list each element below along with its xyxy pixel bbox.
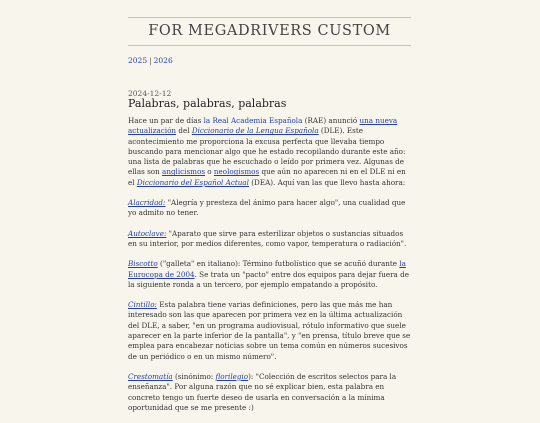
year-nav [128,56,411,65]
intro-paragraph: Hace un par de días la Real Academia Española (RAE) anunció una nueva actualización del Diccionario de la Lengua Española (DLE). Este acontecimiento me proporciona la excusa perfecta que llevaba tiempo buscando para mencionar algo que he estado recopilando durante este año: una lista de palabras que he escuchado o leído por primera vez. Algunas de ellas son anglicismos o neologismos que aún no aparecen ni en el DLE ni en el Diccionario del Español Actual (DEA). Aquí van las que llevo hasta ahora: [128,116,406,187]
term-link[interactable]: Alacridad: [128,198,166,208]
florilegio-link[interactable]: florilegio [215,371,249,381]
entry-alacridad: Alacridad: "Alegría y presteza del ánimo para hacer algo", una cualidad que yo admito no tener. [128,198,406,218]
term-link[interactable]: Biscotto [128,259,158,269]
site-title[interactable]: FOR MEGADRIVERS CUSTOM [148,23,391,39]
term-link[interactable]: Crestomatía [128,371,173,381]
dle-link[interactable]: Diccionario de la Lengua Española [191,126,319,136]
year-link-2025[interactable]: 2025 [128,56,148,65]
update-link[interactable]: una nueva actualización [128,116,398,136]
year-separator: | [149,56,152,65]
eurocopa-link[interactable]: la Eurocopa de 2004 [128,259,406,279]
header-bottom-rule [128,45,411,46]
year-link-2026[interactable]: 2026 [153,56,173,65]
post-title[interactable]: Palabras, palabras, palabras [128,97,287,110]
post-header [128,97,411,110]
anglicismos-link[interactable]: anglicismos [162,167,206,177]
entry-crestomatia: Crestomatía (sinónimo: florilegio): "Colección de escritos selectos para la enseñanza". Por alguna razón que no sé explicar bien, esta palabra en concreto tengo un fuerte deseo de usarla en conversación a la mínima oportunidad que se me presente :) [128,371,397,412]
rae-link[interactable]: la Real Academia Española [203,116,303,125]
dea-link[interactable]: Diccionario del Español Actual [136,177,249,187]
term-link[interactable]: Autoclave: [128,228,167,238]
entry-biscotto: Biscotto ("galleta" en italiano): Término futbolístico que se acuñó durante la Eurocopa de 2004. Se trata un "pacto" entre dos equipos para dejar fuera de la siguiente ronda a un tercero, por ejemplo empatando a propósito. [128,259,409,289]
term-link[interactable]: Cintillo: [128,300,157,310]
post-body [128,116,411,423]
entry-cintillo: Cintillo: Esta palabra tiene varias definiciones, pero las que más me han interesado son las que aparecen por primera vez en la última actualización del DLE, a saber, "en un programa audiovisual, rótulo informativo que suele aparecer en la parte inferior de la pantalla", y "en prensa, título breve que se emplea para encabezar noticias sobre un tema común en números sucesivos de un periódico o en un mismo número". [128,300,411,361]
header-top-rule [128,17,411,18]
neologismos-link[interactable]: neologismos [213,167,260,177]
site-header [128,20,411,42]
post-date: 2024-12-12 [128,89,172,98]
entry-autoclave: Autoclave: "Aparato que sirve para esterilizar objetos o sustancias situados en su interior, por medios diferentes, como vapor, temperatura o radiación". [128,228,407,248]
